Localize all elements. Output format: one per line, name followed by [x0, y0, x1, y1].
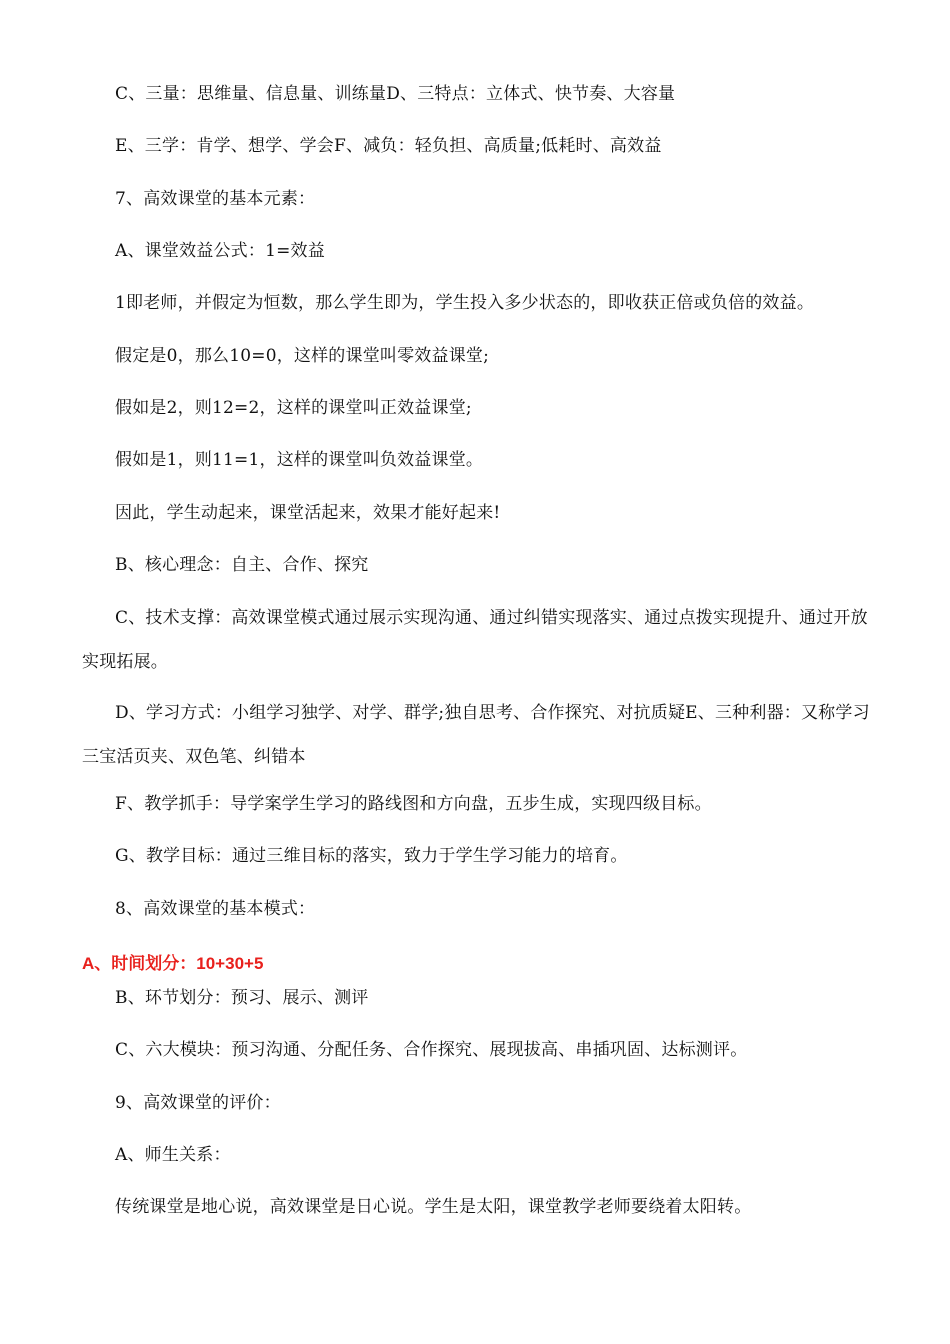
- paragraph-technical-support: C、技术支撑：高效课堂模式通过展示实现沟通、通过纠错实现落实、通过点拨实现提升、通过开放实现拓展。: [82, 608, 868, 672]
- paragraph-learning-methods: D、学习方式：小组学习独学、对学、群学;独自思考、合作探究、对抗质疑E、三种利器：又称学习三宝活页夹、双色笔、纠错本: [82, 703, 870, 767]
- text-line-formula: A、课堂效益公式：1=效益: [115, 241, 325, 261]
- text-line-heliocentric: 传统课堂是地心说，高效课堂是日心说。学生是太阳，课堂教学老师要绕着太阳转。: [115, 1197, 752, 1217]
- text-line-stage-division: B、环节划分：预习、展示、测评: [115, 988, 369, 1008]
- section-heading-8: 8、高效课堂的基本模式：: [115, 899, 316, 919]
- text-line-teacher-constant: 1即老师，并假定为恒数，那么学生即为，学生投入多少状态的，即收获正倍或负倍的效益。: [115, 293, 815, 313]
- section-heading-9: 9、高效课堂的评价：: [115, 1093, 281, 1113]
- section-heading-7: 7、高效课堂的基本元素：: [115, 189, 316, 209]
- text-line-teaching-handle: F、教学抓手：导学案学生学习的路线图和方向盘，五步生成，实现四级目标。: [115, 794, 712, 814]
- text-line-teaching-goal: G、教学目标：通过三维目标的落实，致力于学生学习能力的培育。: [115, 846, 628, 866]
- text-line-three-quantities: C、三量：思维量、信息量、训练量D、三特点：立体式、快节奏、大容量: [115, 84, 676, 104]
- text-line-core-concept: B、核心理念：自主、合作、探究: [115, 555, 369, 575]
- text-line-negative-benefit: 假如是1，则11=1，这样的课堂叫负效益课堂。: [115, 450, 484, 470]
- text-line-zero-benefit: 假定是0，那么10=0，这样的课堂叫零效益课堂;: [115, 346, 490, 366]
- text-line-three-learns: E、三学：肯学、想学、学会F、减负：轻负担、高质量;低耗时、高效益: [115, 136, 662, 156]
- text-line-positive-benefit: 假如是2，则12=2，这样的课堂叫正效益课堂;: [115, 398, 472, 418]
- highlighted-heading-time-division: A、时间划分：10+30+5: [82, 954, 264, 973]
- text-line-six-modules: C、六大模块：预习沟通、分配任务、合作探究、展现拔高、串插巩固、达标测评。: [115, 1040, 748, 1060]
- text-line-teacher-student-relation: A、师生关系：: [115, 1145, 231, 1165]
- text-line-conclusion: 因此，学生动起来，课堂活起来，效果才能好起来!: [115, 503, 501, 523]
